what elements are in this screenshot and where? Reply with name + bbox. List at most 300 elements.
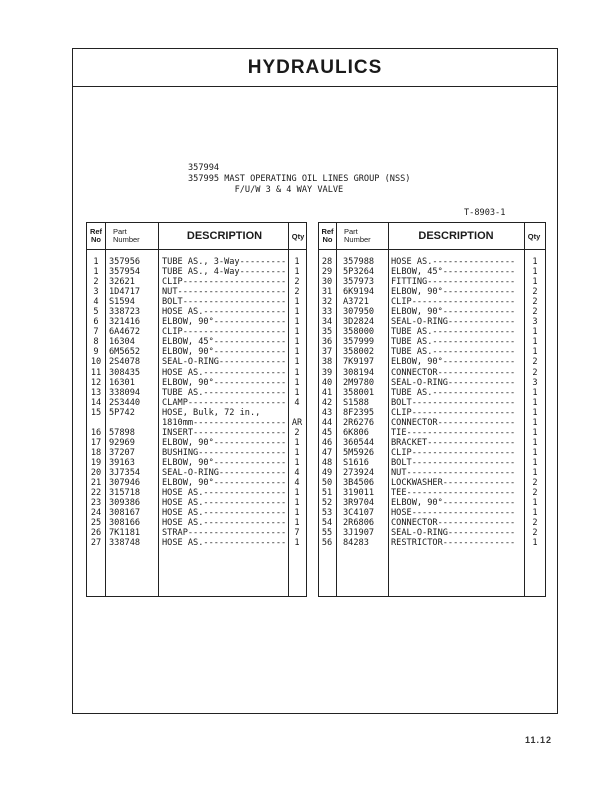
- qty-cell: 1: [294, 447, 300, 458]
- qty-cell: 1: [532, 498, 538, 509]
- header-part-number: [336, 223, 388, 249]
- description-cell: TUBE AS.----------------: [391, 337, 516, 348]
- table-row: [319, 458, 545, 468]
- parts-table-right: [318, 222, 546, 597]
- table-row: [319, 357, 545, 367]
- description-cell: HOSE AS.----------------: [162, 488, 287, 499]
- table-row: [87, 428, 306, 438]
- part-number-cell: 357973: [343, 277, 375, 288]
- part-number-cell: 357954: [109, 267, 141, 278]
- description-cell: CLIP--------------------: [391, 297, 516, 308]
- ref-no-cell: 15: [90, 407, 102, 418]
- table-row: [87, 448, 306, 458]
- qty-cell: 1: [294, 437, 300, 448]
- part-number-cell: S1588: [343, 397, 369, 408]
- part-number-cell: 1D4717: [109, 287, 141, 298]
- ref-no-cell: 18: [90, 447, 102, 458]
- table-row: [87, 368, 306, 378]
- description-cell: ELBOW, 45°--------------: [162, 337, 287, 348]
- table-row: [319, 528, 545, 538]
- part-number-cell: 308166: [109, 518, 141, 529]
- qty-cell: 1: [294, 518, 300, 529]
- description-cell: HOSE, Bulk, 72 in.,: [162, 407, 261, 418]
- qty-cell: 1: [532, 347, 538, 358]
- table-row: [319, 267, 545, 277]
- part-number-cell: 6A4672: [109, 327, 141, 338]
- table-row: [319, 378, 545, 388]
- qty-cell: 1: [294, 267, 300, 278]
- ref-no-cell: 45: [321, 427, 333, 438]
- part-number-cell: 308435: [109, 367, 141, 378]
- part-number-cell: 358001: [343, 387, 375, 398]
- qty-cell: 2: [532, 307, 538, 318]
- qty-cell: 1: [294, 498, 300, 509]
- description-cell: CONNECTOR---------------: [391, 417, 516, 428]
- qty-cell: 1: [294, 257, 300, 267]
- ref-no-cell: 37: [321, 347, 333, 358]
- qty-cell: 1: [532, 407, 538, 418]
- part-number-cell: 16304: [109, 337, 135, 348]
- table-row: [319, 538, 545, 548]
- ref-no-cell: 14: [90, 397, 102, 408]
- description-cell: HOSE AS.----------------: [162, 367, 287, 378]
- part-number-cell: 37207: [109, 447, 135, 458]
- header-ref-no: [87, 223, 105, 249]
- table-row: [87, 297, 306, 307]
- qty-cell: 1: [294, 387, 300, 398]
- table-row: [87, 267, 306, 277]
- table-row: [87, 508, 306, 518]
- ref-no-cell: 33: [321, 307, 333, 318]
- description-cell: SEAL-O-RING-------------: [162, 467, 287, 478]
- part-number-cell: 358002: [343, 347, 375, 358]
- table-row: [87, 287, 306, 297]
- qty-cell: 1: [294, 317, 300, 328]
- table-row: [87, 498, 306, 508]
- qty-cell: 1: [294, 367, 300, 378]
- header-description: DESCRIPTION: [186, 230, 263, 242]
- table-body: [319, 257, 545, 548]
- description-cell: ELBOW, 90°--------------: [162, 457, 287, 468]
- table-row: [87, 388, 306, 398]
- table-row: [319, 327, 545, 337]
- header-number-label: Number: [113, 235, 140, 244]
- part-number-cell: 307950: [343, 307, 375, 318]
- table-row: [87, 418, 306, 428]
- table-row: [319, 347, 545, 357]
- qty-cell: 2: [532, 518, 538, 529]
- qty-cell: 1: [294, 347, 300, 358]
- header-ref-no: [319, 223, 336, 249]
- description-cell: TUBE AS., 3-Way---------: [162, 257, 287, 267]
- header-no-label: No: [91, 235, 101, 244]
- qty-cell: 1: [532, 327, 538, 338]
- group-description: [188, 163, 410, 196]
- qty-cell: 1: [532, 417, 538, 428]
- qty-cell: 2: [532, 528, 538, 539]
- description-cell: BRACKET-----------------: [391, 437, 516, 448]
- ref-no-cell: 41: [321, 387, 333, 398]
- part-number-cell: 6M5652: [109, 347, 141, 358]
- description-cell: FITTING-----------------: [391, 277, 516, 288]
- qty-cell: 1: [294, 488, 300, 499]
- ref-no-cell: 10: [90, 357, 102, 368]
- ref-no-cell: 55: [321, 528, 333, 539]
- qty-cell: 2: [532, 488, 538, 499]
- table-row: [87, 488, 306, 498]
- part-number-cell: 84283: [343, 538, 369, 549]
- qty-cell: 4: [294, 397, 300, 408]
- qty-cell: 1: [532, 538, 538, 549]
- description-cell: ELBOW, 90°--------------: [391, 498, 516, 509]
- description-cell: BOLT--------------------: [391, 397, 516, 408]
- ref-no-cell: 19: [90, 457, 102, 468]
- table-row: [319, 448, 545, 458]
- ref-no-cell: 9: [93, 347, 99, 358]
- ref-no-cell: 51: [321, 488, 333, 499]
- table-row: [87, 347, 306, 357]
- ref-no-cell: 24: [90, 508, 102, 519]
- part-number-cell: 338094: [109, 387, 141, 398]
- qty-cell: 3: [532, 377, 538, 388]
- part-number-cell: 2M9780: [343, 377, 375, 388]
- qty-cell: 1: [532, 457, 538, 468]
- table-row: [87, 357, 306, 367]
- qty-cell: 1: [294, 357, 300, 368]
- part-number-cell: 321416: [109, 317, 141, 328]
- table-row: [319, 257, 545, 267]
- part-number-cell: 338723: [109, 307, 141, 318]
- qty-cell: 1: [532, 427, 538, 438]
- qty-cell: 1: [294, 307, 300, 318]
- header-qty: Qty: [527, 231, 541, 241]
- ref-no-cell: 29: [321, 267, 333, 278]
- description-cell: STRAP-------------------: [162, 528, 287, 539]
- part-number-cell: 358000: [343, 327, 375, 338]
- qty-cell: 7: [294, 528, 300, 539]
- qty-cell: 2: [532, 357, 538, 368]
- qty-cell: 1: [294, 297, 300, 308]
- description-cell: SEAL-O-RING-------------: [391, 377, 516, 388]
- part-number-cell: 57898: [109, 427, 135, 438]
- table-row: [87, 438, 306, 448]
- description-cell: BUSHING-----------------: [162, 447, 287, 458]
- part-number-cell: 16301: [109, 377, 135, 388]
- table-row: [319, 307, 545, 317]
- part-number-cell: S1594: [109, 297, 135, 308]
- qty-cell: 1: [532, 277, 538, 288]
- qty-cell: 1: [532, 447, 538, 458]
- header-number-label: Number: [344, 235, 371, 244]
- part-number-cell: 8F2395: [343, 407, 375, 418]
- group-number-2-title: 357995 MAST OPERATING OIL LINES GROUP (NSS): [188, 174, 411, 184]
- qty-cell: 2: [532, 367, 538, 378]
- group-subtitle: F/U/W 3 & 4 WAY VALVE: [188, 185, 344, 195]
- ref-no-cell: 50: [321, 478, 333, 489]
- ref-no-cell: 42: [321, 397, 333, 408]
- table-body: [87, 257, 306, 548]
- ref-no-cell: 46: [321, 437, 333, 448]
- part-number-cell: 3R9704: [343, 498, 375, 509]
- ref-no-cell: 20: [90, 467, 102, 478]
- description-cell: SEAL-O-RING-------------: [391, 317, 516, 328]
- qty-cell: 1: [294, 337, 300, 348]
- ref-no-cell: 1: [93, 257, 99, 267]
- table-row: [87, 528, 306, 538]
- ref-no-cell: 16: [90, 427, 102, 438]
- ref-no-cell: 23: [90, 498, 102, 509]
- part-number-cell: 3J1907: [343, 528, 375, 539]
- ref-no-cell: 8: [93, 337, 99, 348]
- table-row: [319, 518, 545, 528]
- qty-cell: 1: [532, 467, 538, 478]
- ref-no-cell: 48: [321, 457, 333, 468]
- table-row: [87, 327, 306, 337]
- table-row: [319, 287, 545, 297]
- qty-cell: AR: [291, 417, 303, 428]
- ref-no-cell: 35: [321, 327, 333, 338]
- ref-no-cell: 2: [93, 277, 99, 288]
- table-header: [87, 223, 306, 250]
- figure-reference: T-8903-1: [464, 208, 506, 218]
- table-row: [319, 297, 545, 307]
- part-number-cell: S1616: [343, 457, 369, 468]
- table-row: [87, 478, 306, 488]
- ref-no-cell: 54: [321, 518, 333, 529]
- ref-no-cell: 12: [90, 377, 102, 388]
- ref-no-cell: 47: [321, 447, 333, 458]
- description-cell: TUBE AS., 4-Way---------: [162, 267, 287, 278]
- part-number-cell: 6K806: [343, 427, 369, 438]
- qty-cell: 4: [294, 478, 300, 489]
- ref-no-cell: 36: [321, 337, 333, 348]
- table-row: [87, 468, 306, 478]
- qty-cell: 1: [532, 387, 538, 398]
- ref-no-cell: 34: [321, 317, 333, 328]
- ref-no-cell: 3: [93, 287, 99, 298]
- ref-no-cell: 44: [321, 417, 333, 428]
- header-ref-label: Ref: [89, 227, 103, 236]
- part-number-cell: 6K9194: [343, 287, 375, 298]
- ref-no-cell: 28: [321, 257, 333, 267]
- description-cell: ELBOW, 45°--------------: [391, 267, 516, 278]
- table-row: [319, 428, 545, 438]
- qty-cell: 4: [294, 467, 300, 478]
- description-cell: SEAL-O-RING-------------: [162, 357, 287, 368]
- part-number-cell: 315718: [109, 488, 141, 499]
- part-number-cell: 3D2824: [343, 317, 375, 328]
- part-number-cell: 338748: [109, 538, 141, 549]
- ref-no-cell: 32: [321, 297, 333, 308]
- table-row: [87, 518, 306, 528]
- table-row: [319, 488, 545, 498]
- description-cell: ELBOW, 90°--------------: [391, 307, 516, 318]
- ref-no-cell: 4: [93, 297, 99, 308]
- part-number-cell: 308167: [109, 508, 141, 519]
- table-row: [87, 538, 306, 548]
- description-cell: ELBOW, 90°--------------: [162, 377, 287, 388]
- ref-no-cell: 49: [321, 467, 333, 478]
- header-part-number: [105, 223, 159, 249]
- description-cell: HOSE AS.----------------: [162, 508, 287, 519]
- part-number-cell: 2S4078: [109, 357, 141, 368]
- header-part-label: Part: [113, 226, 127, 236]
- table-row: [319, 408, 545, 418]
- table-row: [319, 388, 545, 398]
- parts-table-left: [86, 222, 307, 597]
- table-row: [319, 337, 545, 347]
- table-row: [319, 317, 545, 327]
- table-row: [319, 468, 545, 478]
- qty-cell: 3: [532, 317, 538, 328]
- table-row: [319, 418, 545, 428]
- header-part-label: Part: [344, 226, 358, 236]
- header-description: DESCRIPTION: [418, 230, 494, 242]
- part-number-cell: 319011: [343, 488, 375, 499]
- table-row: [87, 408, 306, 418]
- ref-no-cell: 27: [90, 538, 102, 549]
- part-number-cell: 273924: [343, 467, 375, 478]
- description-cell: TIE---------------------: [391, 427, 516, 438]
- table-header: [319, 223, 545, 250]
- description-cell: CLIP--------------------: [162, 327, 287, 338]
- qty-cell: 1: [532, 508, 538, 519]
- ref-no-cell: 31: [321, 287, 333, 298]
- ref-no-cell: 1: [93, 267, 99, 278]
- description-cell: ELBOW, 90°--------------: [391, 357, 516, 368]
- header-qty: Qty: [291, 231, 305, 241]
- description-cell: LOCKWASHER--------------: [391, 478, 516, 489]
- ref-no-cell: 7: [93, 327, 99, 338]
- ref-no-cell: 30: [321, 277, 333, 288]
- part-number-cell: 3C4107: [343, 508, 375, 519]
- qty-cell: 1: [532, 437, 538, 448]
- ref-no-cell: 17: [90, 437, 102, 448]
- qty-cell: 1: [294, 377, 300, 388]
- header-no-label: No: [322, 235, 333, 244]
- ref-no-cell: 56: [321, 538, 333, 549]
- table-row: [319, 508, 545, 518]
- description-cell: CONNECTOR---------------: [391, 367, 516, 378]
- description-cell: CONNECTOR---------------: [391, 518, 516, 529]
- part-number-cell: 39163: [109, 457, 135, 468]
- part-number-cell: 308194: [343, 367, 375, 378]
- part-number-cell: 3B4506: [343, 478, 375, 489]
- description-cell: TEE---------------------: [391, 488, 516, 499]
- ref-no-cell: 6: [93, 317, 99, 328]
- ref-no-cell: 43: [321, 407, 333, 418]
- part-number-cell: 307946: [109, 478, 141, 489]
- description-cell: HOSE AS.----------------: [162, 307, 287, 318]
- table-row: [87, 277, 306, 287]
- description-cell: NUT---------------------: [162, 287, 287, 298]
- qty-cell: 1: [294, 508, 300, 519]
- description-cell: ELBOW, 90°--------------: [162, 317, 287, 328]
- qty-cell: 2: [294, 427, 300, 438]
- table-row: [87, 337, 306, 347]
- description-cell: ELBOW, 90°--------------: [391, 287, 516, 298]
- part-number-cell: 7K1181: [109, 528, 141, 539]
- part-number-cell: 5M5926: [343, 447, 375, 458]
- qty-cell: 2: [532, 478, 538, 489]
- qty-cell: 2: [532, 287, 538, 298]
- ref-no-cell: 40: [321, 377, 333, 388]
- ref-no-cell: 5: [93, 307, 99, 318]
- part-number-cell: 2R6276: [343, 417, 375, 428]
- part-number-cell: 309386: [109, 498, 141, 509]
- description-cell: TUBE AS.----------------: [391, 387, 516, 398]
- table-row: [319, 498, 545, 508]
- page-number: 11.12: [525, 735, 553, 745]
- description-cell: CLIP--------------------: [162, 277, 287, 288]
- section-title: HYDRAULICS: [247, 56, 383, 78]
- description-cell: HOSE AS.----------------: [162, 498, 287, 509]
- table-row: [319, 398, 545, 408]
- part-number-cell: 32621: [109, 277, 135, 288]
- ref-no-cell: 22: [90, 488, 102, 499]
- description-cell: ELBOW, 90°--------------: [162, 478, 287, 489]
- description-cell: HOSE AS.----------------: [391, 257, 516, 267]
- description-cell: ELBOW, 90°--------------: [162, 347, 287, 358]
- table-row: [87, 458, 306, 468]
- description-cell: SEAL-O-RING-------------: [391, 528, 516, 539]
- part-number-cell: A3721: [343, 297, 369, 308]
- table-row: [319, 277, 545, 287]
- part-number-cell: 360544: [343, 437, 375, 448]
- table-row: [319, 438, 545, 448]
- description-cell: 1810mm------------------: [162, 417, 287, 428]
- part-number-cell: 3J7354: [109, 467, 141, 478]
- description-cell: HOSE AS.----------------: [162, 538, 287, 549]
- description-cell: NUT---------------------: [391, 467, 516, 478]
- qty-cell: 1: [294, 538, 300, 549]
- description-cell: CLIP--------------------: [391, 407, 516, 418]
- table-row: [319, 368, 545, 378]
- description-cell: TUBE AS.----------------: [391, 327, 516, 338]
- part-number-cell: 357999: [343, 337, 375, 348]
- ref-no-cell: 13: [90, 387, 102, 398]
- section-header: [73, 49, 557, 87]
- ref-no-cell: 11: [90, 367, 102, 378]
- table-row: [87, 378, 306, 388]
- qty-cell: 1: [532, 397, 538, 408]
- description-cell: CLAMP-------------------: [162, 397, 287, 408]
- part-number-cell: 357988: [343, 257, 375, 267]
- qty-cell: 1: [532, 267, 538, 278]
- ref-no-cell: 38: [321, 357, 333, 368]
- header-ref-label: Ref: [321, 227, 334, 236]
- table-row: [87, 307, 306, 317]
- ref-no-cell: 21: [90, 478, 102, 489]
- ref-no-cell: 53: [321, 508, 333, 519]
- group-number-1: 357994: [188, 163, 220, 173]
- table-row: [87, 317, 306, 327]
- ref-no-cell: 39: [321, 367, 333, 378]
- part-number-cell: 7K9197: [343, 357, 375, 368]
- part-number-cell: 2R6806: [343, 518, 375, 529]
- description-cell: TUBE AS.----------------: [162, 387, 287, 398]
- qty-cell: 1: [532, 337, 538, 348]
- table-row: [87, 257, 306, 267]
- part-number-cell: 2S3440: [109, 397, 141, 408]
- qty-cell: 2: [294, 277, 300, 288]
- ref-no-cell: 26: [90, 528, 102, 539]
- description-cell: TUBE AS.----------------: [391, 347, 516, 358]
- qty-cell: 1: [294, 327, 300, 338]
- part-number-cell: 92969: [109, 437, 135, 448]
- description-cell: HOSE AS.----------------: [162, 518, 287, 529]
- qty-cell: 2: [294, 287, 300, 298]
